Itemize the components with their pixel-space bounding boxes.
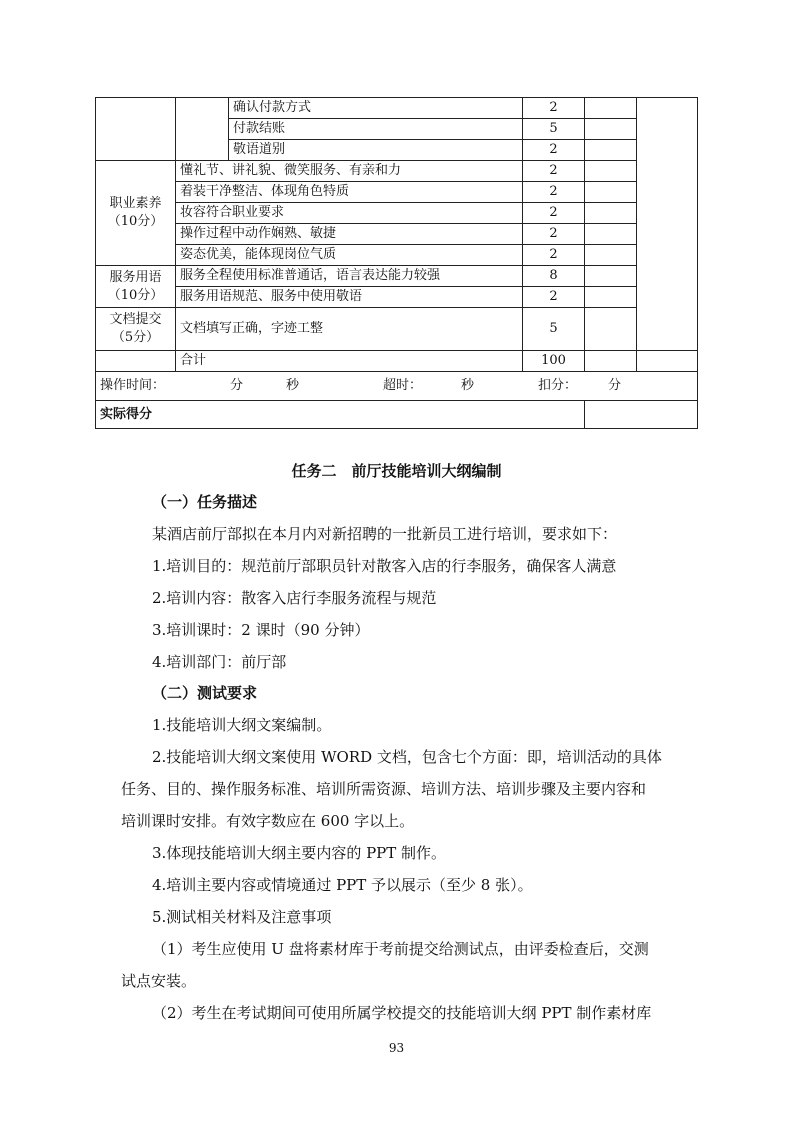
blank-cell (585, 119, 637, 140)
table-row (96, 308, 698, 351)
paragraph: 4.培训主要内容或情境通过 PPT 予以展示（至少 8 张）。 (152, 876, 533, 894)
actual-score-value (585, 401, 698, 429)
blank-cell (585, 266, 637, 287)
blank-cell (585, 224, 637, 245)
item-cell: 服务用语规范、服务中使用敬语 (176, 287, 523, 308)
blank-cell (585, 161, 637, 182)
item-cell: 付款结账 (229, 119, 523, 140)
overtime-label: 超时： (383, 378, 423, 393)
blank-cell (585, 245, 637, 266)
score-cell: 2 (523, 245, 585, 266)
score-cell: 5 (523, 119, 585, 140)
blank-cell (585, 308, 637, 351)
subheading-task-description: （一）任务描述 (152, 493, 258, 511)
blank-cell (637, 98, 698, 351)
category-document: 文档提交（5分） (96, 308, 176, 351)
blank-cell (585, 203, 637, 224)
table-row-actual-score (96, 401, 698, 429)
item-cell: 确认付款方式 (229, 98, 523, 119)
table-row (96, 224, 698, 245)
category-professional: 职业素养（10分） (96, 161, 176, 266)
table-row (96, 203, 698, 224)
table-row (96, 161, 698, 182)
table-row (96, 182, 698, 203)
paragraph: 培训课时安排。有效字数应在 600 字以上。 (121, 812, 415, 830)
paragraph: 5.测试相关材料及注意事项 (152, 908, 332, 926)
actual-score-label: 实际得分 (96, 401, 585, 429)
total-score: 100 (523, 351, 585, 372)
item-cell: 服务全程使用标准普通话，语言表达能力较强 (176, 266, 523, 287)
paragraph: 某酒店前厅部拟在本月内对新招聘的一批新员工进行培训，要求如下： (152, 525, 618, 543)
blank-cell (585, 140, 637, 161)
paragraph: 3.体现技能培训大纲主要内容的 PPT 制作。 (152, 844, 447, 862)
score-cell: 5 (523, 308, 585, 351)
score-cell: 2 (523, 287, 585, 308)
scoring-table (95, 97, 698, 429)
table-row (96, 287, 698, 308)
item-cell: 着装干净整洁、体现角色特质 (176, 182, 523, 203)
paragraph: 2.技能培训大纲文案使用 WORD 文档，包含七个方面：即，培训活动的具体 (152, 748, 662, 766)
paragraph: 3.培训课时：2 课时（90 分钟） (152, 621, 370, 639)
minute-unit: 分 (230, 378, 244, 393)
total-label: 合计 (176, 351, 523, 372)
item-cell: 懂礼节、讲礼貌、微笑服务、有亲和力 (176, 161, 523, 182)
operation-time-cell (96, 372, 698, 401)
score-cell: 2 (523, 98, 585, 119)
item-cell: 妆容符合职业要求 (176, 203, 523, 224)
paragraph: （1）考生应使用 U 盘将素材库于考前提交给测试点，由评委检查后，交测 (152, 940, 649, 958)
score-cell: 2 (523, 203, 585, 224)
subheading-test-requirements: （二）测试要求 (152, 684, 258, 702)
table-row (96, 98, 698, 119)
table-row-operation (96, 372, 698, 401)
second-unit: 秒 (286, 378, 300, 393)
item-cell: 敬语道别 (229, 140, 523, 161)
blank-cell (96, 351, 176, 372)
item-cell: 姿态优美，能体现岗位气质 (176, 245, 523, 266)
paragraph: （2）考生在考试期间可使用所属学校提交的技能培训大纲 PPT 制作素材库 (152, 1004, 652, 1022)
category-service-language: 服务用语（10分） (96, 266, 176, 308)
overtime-second-unit: 秒 (461, 378, 475, 393)
table-row-total (96, 351, 698, 372)
paragraph: 2.培训内容：散客入店行李服务流程与规范 (152, 589, 437, 607)
paragraph: 任务、目的、操作服务标准、培训所需资源、培训方法、培训步骤及主要内容和 (121, 780, 647, 798)
item-cell: 文档填写正确，字迹工整 (176, 308, 523, 351)
score-cell: 8 (523, 266, 585, 287)
blank-cell (585, 287, 637, 308)
item-cell: 操作过程中动作娴熟、敏捷 (176, 224, 523, 245)
page-number: 93 (388, 1041, 405, 1055)
table-row (96, 245, 698, 266)
score-cell: 2 (523, 182, 585, 203)
score-cell: 2 (523, 161, 585, 182)
paragraph: 1.技能培训大纲文案编制。 (152, 716, 332, 734)
paragraph: 试点安装。 (121, 972, 197, 990)
table-cell-blank (176, 98, 229, 161)
table-row (96, 266, 698, 287)
score-cell: 2 (523, 140, 585, 161)
blank-cell (585, 351, 637, 372)
blank-cell (585, 182, 637, 203)
table-cell-blank (96, 98, 176, 161)
operation-time-label: 操作时间： (100, 378, 166, 393)
deduct-unit: 分 (608, 378, 622, 393)
score-cell: 2 (523, 224, 585, 245)
deduct-label: 扣分： (538, 378, 578, 393)
paragraph: 1.培训目的：规范前厅部职员针对散客入店的行李服务，确保客人满意 (152, 557, 617, 575)
section-title: 任务二 前厅技能培训大纲编制 (291, 462, 502, 480)
blank-cell (585, 98, 637, 119)
blank-cell (637, 351, 698, 372)
paragraph: 4.培训部门：前厅部 (152, 653, 287, 671)
